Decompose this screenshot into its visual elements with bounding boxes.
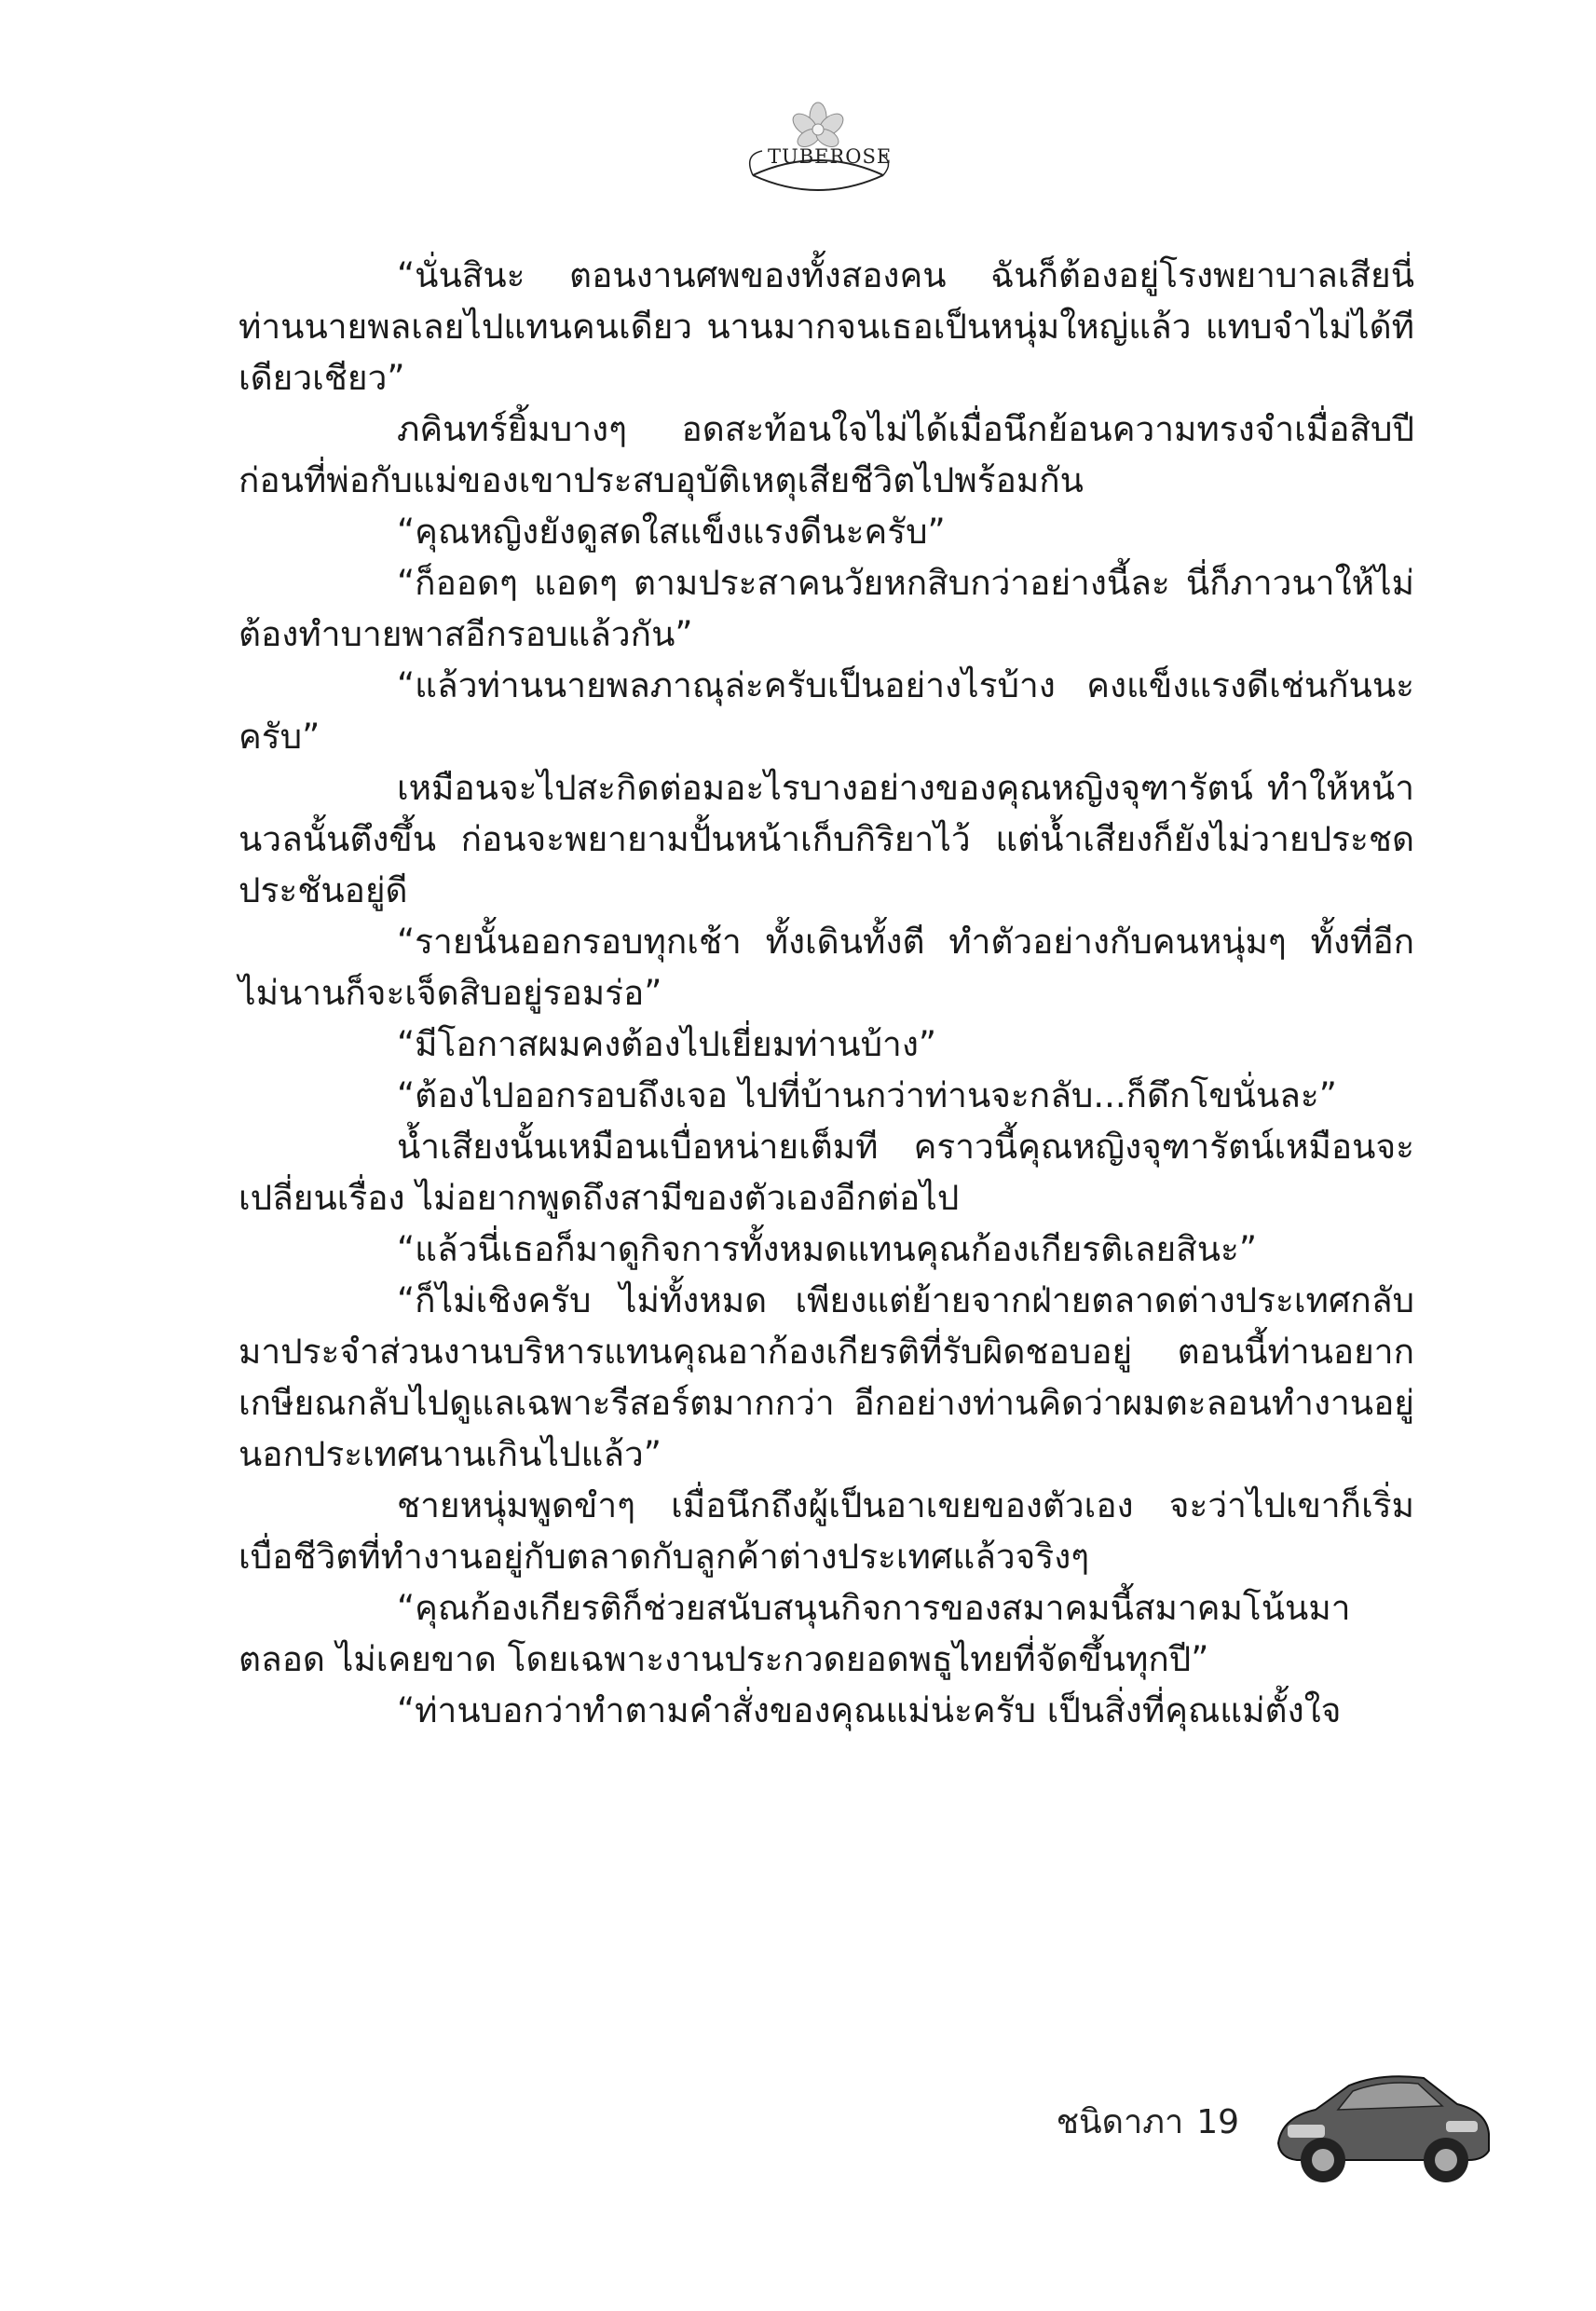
body-text	[239, 250, 1414, 1736]
paragraph: “คุณหญิงยังดูสดใสแข็งแรงดีนะครับ”	[397, 512, 946, 552]
paragraph: “มีโอกาสผมคงต้องไปเยี่ยมท่านบ้าง”	[397, 1024, 937, 1064]
author-name: ชนิดาภา	[1056, 2103, 1184, 2141]
car-illustration	[1260, 2031, 1502, 2199]
paragraph: “คุณก้องเกียรติก็ช่วยสนับสนุนกิจการของสมาคมนี้สมาคมโน้นมาตลอด ไม่เคยขาด โดยเฉพาะงานประกวดยอดพธูไทยที่จัดขึ้นทุกปี”	[239, 1588, 1351, 1679]
paragraph: น้ำเสียงนั้นเหมือนเบื่อหน่ายเต็มที คราวนี้คุณหญิงจุฑารัตน์เหมือนจะเปลี่ยนเรื่อง ไม่อยากพูดถึงสามีของตัวเองอีกต่อไป	[239, 1127, 1414, 1218]
paragraph: “แล้วท่านนายพลภาณุล่ะครับเป็นอย่างไรบ้าง คงแข็งแรงดีเช่นกันนะครับ”	[239, 665, 1414, 757]
car-icon	[1260, 2031, 1502, 2199]
logo-text: TUBEROSE	[768, 145, 893, 168]
paragraph: เหมือนจะไปสะกิดต่อมอะไรบางอย่างของคุณหญิงจุฑารัตน์ ทำให้หน้านวลนั้นตึงขึ้น ก่อนจะพยายามปั้นหน้าเก็บกิริยาไว้ แต่น้ำเสียงก็ยังไม่วายประชดประชันอยู่ดี	[239, 768, 1414, 910]
paragraph: “ก็ออดๆ แอดๆ ตามประสาคนวัยหกสิบกว่าอย่างนี้ละ นี่ก็ภาวนาให้ไม่ต้องทำบายพาสอีกรอบแล้วกัน”	[239, 563, 1414, 654]
tuberose-logo	[725, 89, 911, 197]
page-footer	[1025, 2095, 1239, 2148]
paragraph: “แล้วนี่เธอก็มาดูกิจการทั้งหมดแทนคุณก้องเกียรติเลยสินะ”	[397, 1229, 1258, 1269]
paragraph: “ท่านบอกว่าทำตามคำสั่งของคุณแม่น่ะครับ เป็นสิ่งที่คุณแม่ตั้งใจ	[397, 1690, 1342, 1730]
paragraph: “รายนั้นออกรอบทุกเช้า ทั้งเดินทั้งตี ทำตัวอย่างกับคนหนุ่มๆ ทั้งที่อีกไม่นานก็จะเจ็ดสิบอยู่รอมร่อ”	[239, 922, 1414, 1013]
paragraph: ภคินทร์ยิ้มบางๆ อดสะท้อนใจไม่ได้เมื่อนึกย้อนความทรงจำเมื่อสิบปีก่อนที่พ่อกับแม่ของเขาประสบอุบัติเหตุเสียชีวิตไปพร้อมกัน	[239, 409, 1414, 500]
flower-icon	[725, 89, 911, 197]
paragraph: ชายหนุ่มพูดขำๆ เมื่อนึกถึงผู้เป็นอาเขยของตัวเอง จะว่าไปเขาก็เริ่มเบื่อชีวิตที่ทำงานอยู่กับตลาดกับลูกค้าต่างประเทศแล้วจริงๆ	[239, 1485, 1414, 1577]
paragraph: “ก็ไม่เชิงครับ ไม่ทั้งหมด เพียงแต่ย้ายจากฝ่ายตลาดต่างประเทศกลับมาประจำส่วนงานบริหารแทนคุณอาก้องเกียรติที่รับผิดชอบอยู่ ตอนนี้ท่านอยากเกษียณกลับไปดูแลเฉพาะรีสอร์ตมากกว่า อีกอย่างท่านคิดว่าผมตะลอนทำงานอยู่นอกประเทศนานเกินไปแล้ว”	[239, 1280, 1414, 1474]
paragraph: “นั่นสินะ ตอนงานศพของทั้งสองคน ฉันก็ต้องอยู่โรงพยาบาลเสียนี่ ท่านนายพลเลยไปแทนคนเดียว นานมากจนเธอเป็นหนุ่มใหญ่แล้ว แทบจำไม่ได้ทีเดียวเชียว”	[239, 255, 1414, 398]
page-number: 19	[1196, 2103, 1239, 2141]
paragraph: “ต้องไปออกรอบถึงเจอ ไปที่บ้านกว่าท่านจะกลับ...ก็ดึกโขนั่นละ”	[397, 1075, 1337, 1115]
